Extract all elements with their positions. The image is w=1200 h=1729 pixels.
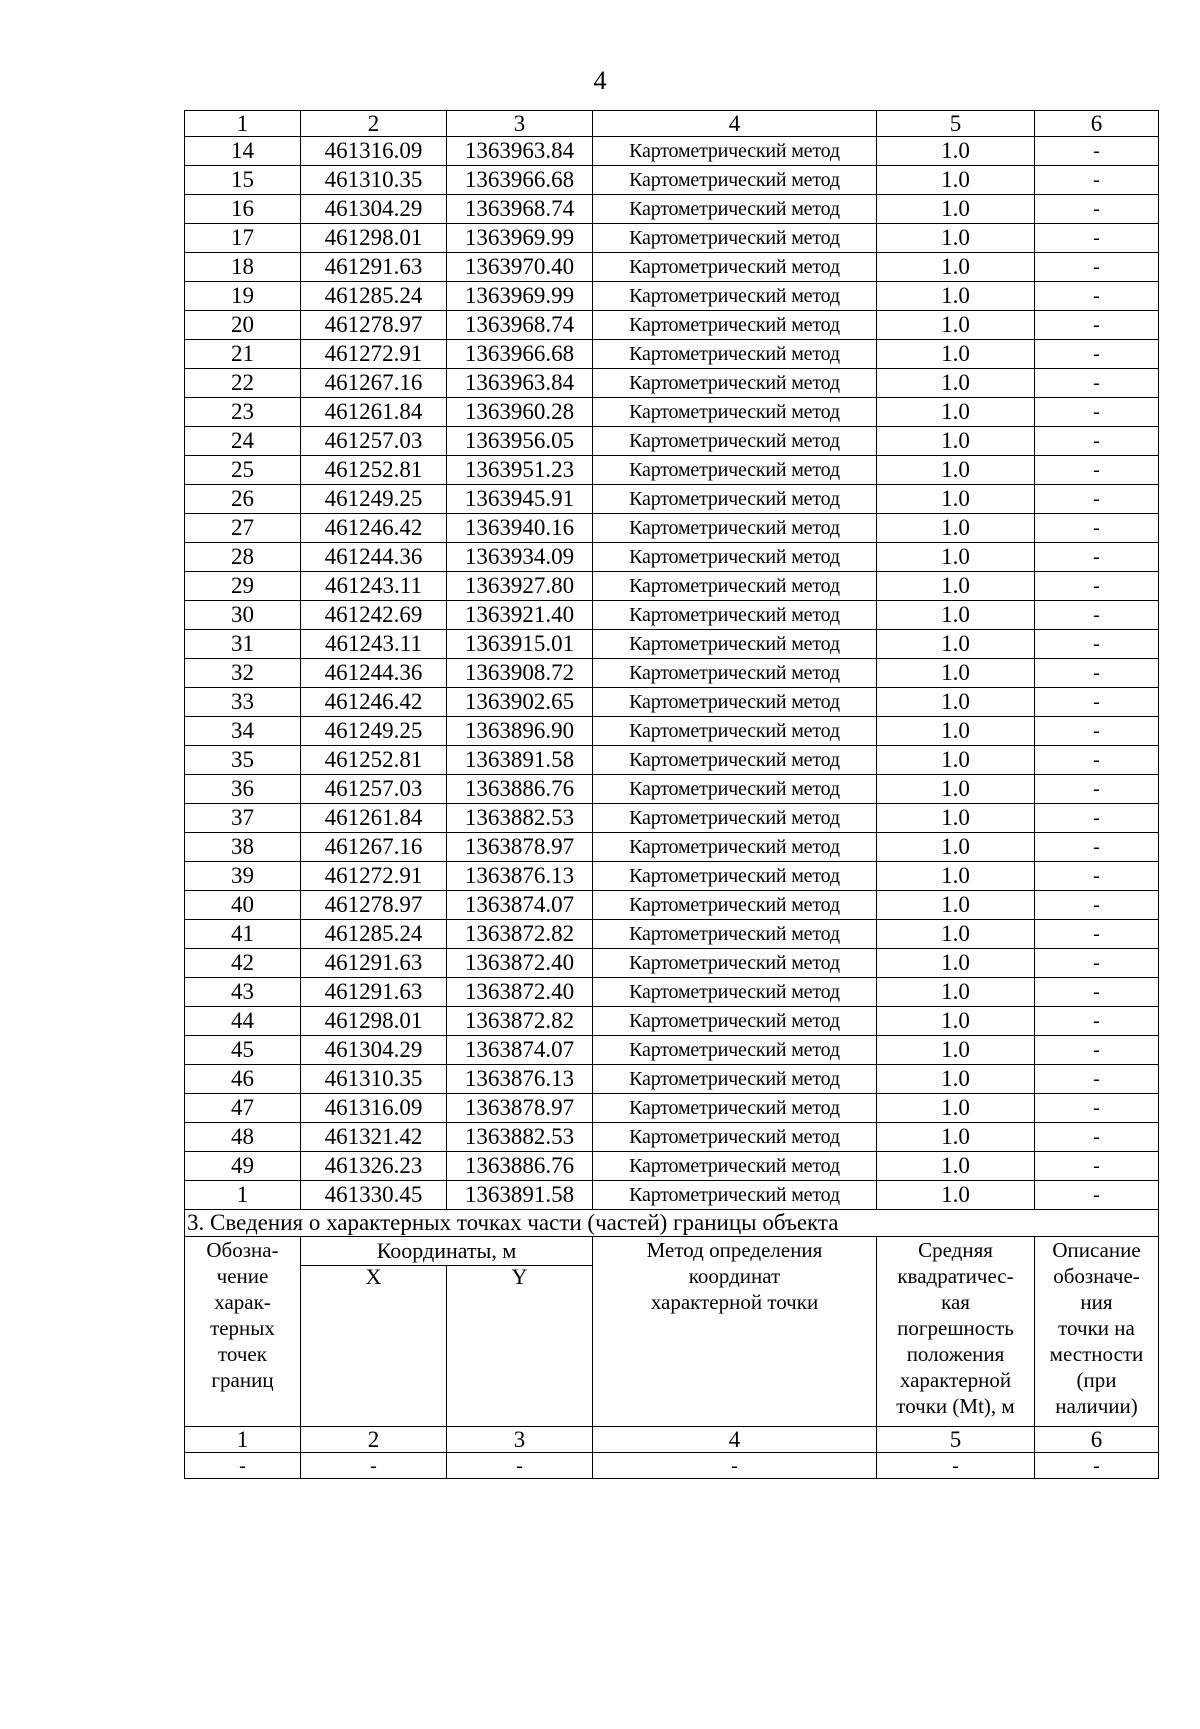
error-cell: 1.0 — [877, 1181, 1035, 1210]
error-cell: 1.0 — [877, 1007, 1035, 1036]
point-cell: 37 — [185, 804, 301, 833]
error-cell: 1.0 — [877, 891, 1035, 920]
point-cell: 46 — [185, 1065, 301, 1094]
header-error-text: Средняя квадратичес- кая погрешность положения характерной точки (Mt), м — [896, 1238, 1015, 1418]
method-cell: Картометрический метод — [593, 369, 877, 398]
table-row — [185, 195, 1159, 224]
point-cell: 33 — [185, 688, 301, 717]
x-cell: 461257.03 — [301, 427, 447, 456]
header-description-text: Описание обозначе- ния точки на местности (при наличии) — [1049, 1238, 1144, 1418]
method-cell: Картометрический метод — [593, 398, 877, 427]
table-row — [185, 456, 1159, 485]
description-cell: - — [1035, 514, 1159, 543]
column-number: 6 — [1035, 1427, 1159, 1453]
x-cell: 461316.09 — [301, 1094, 447, 1123]
y-cell: 1363891.58 — [447, 1181, 593, 1210]
error-cell: 1.0 — [877, 427, 1035, 456]
x-cell: 461242.69 — [301, 601, 447, 630]
y-cell: 1363876.13 — [447, 1065, 593, 1094]
method-cell: Картометрический метод — [593, 1065, 877, 1094]
method-cell: Картометрический метод — [593, 659, 877, 688]
x-cell: 461244.36 — [301, 659, 447, 688]
y-cell: 1363963.84 — [447, 137, 593, 166]
table-row — [185, 891, 1159, 920]
column-number: 1 — [185, 1427, 301, 1453]
description-cell: - — [1035, 688, 1159, 717]
error-cell: 1.0 — [877, 862, 1035, 891]
description-cell: - — [1035, 572, 1159, 601]
point-cell: 30 — [185, 601, 301, 630]
empty-cell: - — [447, 1453, 593, 1479]
method-cell: Картометрический метод — [593, 601, 877, 630]
description-cell: - — [1035, 398, 1159, 427]
y-cell: 1363966.68 — [447, 166, 593, 195]
point-cell: 22 — [185, 369, 301, 398]
header-error — [877, 1237, 1035, 1427]
point-cell: 35 — [185, 746, 301, 775]
error-cell: 1.0 — [877, 166, 1035, 195]
point-cell: 20 — [185, 311, 301, 340]
x-cell: 461246.42 — [301, 514, 447, 543]
table-row — [185, 398, 1159, 427]
point-cell: 1 — [185, 1181, 301, 1210]
column-number-row — [185, 111, 1159, 137]
table-row — [185, 224, 1159, 253]
table-row — [185, 1094, 1159, 1123]
error-cell: 1.0 — [877, 717, 1035, 746]
description-cell: - — [1035, 340, 1159, 369]
description-cell: - — [1035, 137, 1159, 166]
error-cell: 1.0 — [877, 311, 1035, 340]
x-cell: 461304.29 — [301, 195, 447, 224]
description-cell: - — [1035, 253, 1159, 282]
error-cell: 1.0 — [877, 456, 1035, 485]
point-cell: 43 — [185, 978, 301, 1007]
method-cell: Картометрический метод — [593, 1036, 877, 1065]
point-cell: 36 — [185, 775, 301, 804]
description-cell: - — [1035, 1036, 1159, 1065]
method-cell: Картометрический метод — [593, 224, 877, 253]
method-cell: Картометрический метод — [593, 746, 877, 775]
point-cell: 15 — [185, 166, 301, 195]
y-cell: 1363874.07 — [447, 1036, 593, 1065]
point-cell: 31 — [185, 630, 301, 659]
method-cell: Картометрический метод — [593, 137, 877, 166]
x-cell: 461243.11 — [301, 572, 447, 601]
table-row — [185, 630, 1159, 659]
description-cell: - — [1035, 804, 1159, 833]
point-cell: 49 — [185, 1152, 301, 1181]
x-cell: 461252.81 — [301, 746, 447, 775]
page-number: 4 — [593, 66, 607, 95]
error-cell: 1.0 — [877, 340, 1035, 369]
point-cell: 18 — [185, 253, 301, 282]
error-cell: 1.0 — [877, 688, 1035, 717]
table-row — [185, 369, 1159, 398]
error-cell: 1.0 — [877, 1094, 1035, 1123]
x-cell: 461252.81 — [301, 456, 447, 485]
x-cell: 461298.01 — [301, 1007, 447, 1036]
point-cell: 34 — [185, 717, 301, 746]
table-row — [185, 340, 1159, 369]
description-cell: - — [1035, 224, 1159, 253]
header-point — [185, 1237, 301, 1427]
x-cell: 461304.29 — [301, 1036, 447, 1065]
description-cell: - — [1035, 949, 1159, 978]
header-method-text: Метод определения координат характерной точки — [646, 1238, 823, 1314]
error-cell: 1.0 — [877, 804, 1035, 833]
x-cell: 461278.97 — [301, 311, 447, 340]
method-cell: Картометрический метод — [593, 427, 877, 456]
x-cell: 461244.36 — [301, 543, 447, 572]
column-number: 3 — [447, 1427, 593, 1453]
header-description — [1035, 1237, 1159, 1427]
description-cell: - — [1035, 1007, 1159, 1036]
point-cell: 25 — [185, 456, 301, 485]
point-cell: 21 — [185, 340, 301, 369]
table-row — [185, 920, 1159, 949]
table-row — [185, 717, 1159, 746]
y-cell: 1363966.68 — [447, 340, 593, 369]
y-cell: 1363872.40 — [447, 978, 593, 1007]
description-cell: - — [1035, 920, 1159, 949]
method-cell: Картометрический метод — [593, 1152, 877, 1181]
method-cell: Картометрический метод — [593, 1007, 877, 1036]
error-cell: 1.0 — [877, 195, 1035, 224]
header-coordinates: Координаты, м — [301, 1237, 593, 1266]
description-cell: - — [1035, 1123, 1159, 1152]
method-cell: Картометрический метод — [593, 282, 877, 311]
point-cell: 29 — [185, 572, 301, 601]
y-cell: 1363882.53 — [447, 1123, 593, 1152]
table-row — [185, 543, 1159, 572]
method-cell: Картометрический метод — [593, 804, 877, 833]
description-cell: - — [1035, 166, 1159, 195]
method-cell: Картометрический метод — [593, 717, 877, 746]
y-cell: 1363915.01 — [447, 630, 593, 659]
method-cell: Картометрический метод — [593, 949, 877, 978]
description-cell: - — [1035, 891, 1159, 920]
empty-cell: - — [1035, 1453, 1159, 1479]
y-cell: 1363908.72 — [447, 659, 593, 688]
column-number: 2 — [301, 1427, 447, 1453]
section-column-number-row — [185, 1427, 1159, 1453]
description-cell: - — [1035, 1152, 1159, 1181]
y-cell: 1363874.07 — [447, 891, 593, 920]
error-cell: 1.0 — [877, 543, 1035, 572]
y-cell: 1363878.97 — [447, 833, 593, 862]
table-row — [185, 1036, 1159, 1065]
column-number: 5 — [877, 1427, 1035, 1453]
table-row — [185, 1152, 1159, 1181]
table-row — [185, 166, 1159, 195]
table-row — [185, 949, 1159, 978]
error-cell: 1.0 — [877, 601, 1035, 630]
table-row — [185, 572, 1159, 601]
x-cell: 461261.84 — [301, 804, 447, 833]
description-cell: - — [1035, 862, 1159, 891]
x-cell: 461257.03 — [301, 775, 447, 804]
point-cell: 19 — [185, 282, 301, 311]
y-cell: 1363902.65 — [447, 688, 593, 717]
method-cell: Картометрический метод — [593, 485, 877, 514]
table-row — [185, 282, 1159, 311]
y-cell: 1363960.28 — [447, 398, 593, 427]
error-cell: 1.0 — [877, 253, 1035, 282]
x-cell: 461321.42 — [301, 1123, 447, 1152]
point-cell: 38 — [185, 833, 301, 862]
table-row — [185, 978, 1159, 1007]
description-cell: - — [1035, 601, 1159, 630]
x-cell: 461272.91 — [301, 862, 447, 891]
error-cell: 1.0 — [877, 659, 1035, 688]
method-cell: Картометрический метод — [593, 833, 877, 862]
table-row — [185, 746, 1159, 775]
x-cell: 461291.63 — [301, 978, 447, 1007]
table-row — [185, 804, 1159, 833]
x-cell: 461243.11 — [301, 630, 447, 659]
x-cell: 461267.16 — [301, 833, 447, 862]
table-row — [185, 833, 1159, 862]
method-cell: Картометрический метод — [593, 543, 877, 572]
empty-cell: - — [185, 1453, 301, 1479]
table-row — [185, 1007, 1159, 1036]
point-cell: 39 — [185, 862, 301, 891]
y-cell: 1363969.99 — [447, 224, 593, 253]
point-cell: 40 — [185, 891, 301, 920]
error-cell: 1.0 — [877, 1123, 1035, 1152]
y-cell: 1363886.76 — [447, 775, 593, 804]
method-cell: Картометрический метод — [593, 1094, 877, 1123]
y-cell: 1363876.13 — [447, 862, 593, 891]
x-cell: 461291.63 — [301, 949, 447, 978]
point-cell: 47 — [185, 1094, 301, 1123]
x-cell: 461249.25 — [301, 717, 447, 746]
section-title: 3. Сведения о характерных точках части (частей) границы объекта — [185, 1210, 1159, 1237]
x-cell: 461330.45 — [301, 1181, 447, 1210]
table-row — [185, 775, 1159, 804]
error-cell: 1.0 — [877, 369, 1035, 398]
error-cell: 1.0 — [877, 1036, 1035, 1065]
header-point-text: Обозна- чение харак- терных точек границ — [206, 1238, 279, 1392]
table-row — [185, 485, 1159, 514]
error-cell: 1.0 — [877, 1065, 1035, 1094]
error-cell: 1.0 — [877, 224, 1035, 253]
error-cell: 1.0 — [877, 137, 1035, 166]
y-cell: 1363872.82 — [447, 920, 593, 949]
header-method — [593, 1237, 877, 1427]
point-cell: 45 — [185, 1036, 301, 1065]
table-row — [185, 659, 1159, 688]
section-title-row — [185, 1210, 1159, 1237]
error-cell: 1.0 — [877, 282, 1035, 311]
y-cell: 1363963.84 — [447, 369, 593, 398]
table-row — [185, 514, 1159, 543]
column-number: 4 — [593, 111, 877, 137]
column-number: 3 — [447, 111, 593, 137]
empty-cell: - — [593, 1453, 877, 1479]
method-cell: Картометрический метод — [593, 456, 877, 485]
y-cell: 1363882.53 — [447, 804, 593, 833]
description-cell: - — [1035, 775, 1159, 804]
table-row — [185, 253, 1159, 282]
point-cell: 14 — [185, 137, 301, 166]
y-cell: 1363878.97 — [447, 1094, 593, 1123]
method-cell: Картометрический метод — [593, 920, 877, 949]
x-cell: 461298.01 — [301, 224, 447, 253]
method-cell: Картометрический метод — [593, 775, 877, 804]
column-number: 2 — [301, 111, 447, 137]
description-cell: - — [1035, 369, 1159, 398]
table-row — [185, 1181, 1159, 1210]
y-cell: 1363956.05 — [447, 427, 593, 456]
x-cell: 461278.97 — [301, 891, 447, 920]
error-cell: 1.0 — [877, 920, 1035, 949]
point-cell: 41 — [185, 920, 301, 949]
table-row — [185, 1065, 1159, 1094]
y-cell: 1363921.40 — [447, 601, 593, 630]
y-cell: 1363872.82 — [447, 1007, 593, 1036]
description-cell: - — [1035, 282, 1159, 311]
method-cell: Картометрический метод — [593, 978, 877, 1007]
error-cell: 1.0 — [877, 833, 1035, 862]
section-empty-row — [185, 1453, 1159, 1479]
empty-cell: - — [301, 1453, 447, 1479]
table-row — [185, 1123, 1159, 1152]
y-cell: 1363951.23 — [447, 456, 593, 485]
header-y: Y — [447, 1266, 593, 1427]
point-cell: 17 — [185, 224, 301, 253]
description-cell: - — [1035, 1181, 1159, 1210]
error-cell: 1.0 — [877, 775, 1035, 804]
table-row — [185, 862, 1159, 891]
x-cell: 461326.23 — [301, 1152, 447, 1181]
error-cell: 1.0 — [877, 949, 1035, 978]
table-row — [185, 311, 1159, 340]
y-cell: 1363968.74 — [447, 195, 593, 224]
error-cell: 1.0 — [877, 485, 1035, 514]
description-cell: - — [1035, 195, 1159, 224]
point-cell: 27 — [185, 514, 301, 543]
x-cell: 461272.91 — [301, 340, 447, 369]
method-cell: Картометрический метод — [593, 688, 877, 717]
point-cell: 44 — [185, 1007, 301, 1036]
table-row — [185, 601, 1159, 630]
method-cell: Картометрический метод — [593, 1181, 877, 1210]
x-cell: 461261.84 — [301, 398, 447, 427]
description-cell: - — [1035, 1065, 1159, 1094]
description-cell: - — [1035, 311, 1159, 340]
point-cell: 16 — [185, 195, 301, 224]
y-cell: 1363940.16 — [447, 514, 593, 543]
y-cell: 1363896.90 — [447, 717, 593, 746]
section-header-row — [185, 1237, 1159, 1266]
x-cell: 461267.16 — [301, 369, 447, 398]
x-cell: 461285.24 — [301, 920, 447, 949]
description-cell: - — [1035, 746, 1159, 775]
description-cell: - — [1035, 833, 1159, 862]
x-cell: 461291.63 — [301, 253, 447, 282]
x-cell: 461310.35 — [301, 1065, 447, 1094]
method-cell: Картометрический метод — [593, 253, 877, 282]
x-cell: 461285.24 — [301, 282, 447, 311]
y-cell: 1363872.40 — [447, 949, 593, 978]
empty-cell: - — [877, 1453, 1035, 1479]
error-cell: 1.0 — [877, 1152, 1035, 1181]
error-cell: 1.0 — [877, 746, 1035, 775]
method-cell: Картометрический метод — [593, 630, 877, 659]
method-cell: Картометрический метод — [593, 311, 877, 340]
x-cell: 461249.25 — [301, 485, 447, 514]
x-cell: 461316.09 — [301, 137, 447, 166]
point-cell: 32 — [185, 659, 301, 688]
boundary-points-table — [184, 110, 1159, 1479]
x-cell: 461310.35 — [301, 166, 447, 195]
error-cell: 1.0 — [877, 630, 1035, 659]
y-cell: 1363927.80 — [447, 572, 593, 601]
error-cell: 1.0 — [877, 398, 1035, 427]
method-cell: Картометрический метод — [593, 1123, 877, 1152]
description-cell: - — [1035, 543, 1159, 572]
description-cell: - — [1035, 456, 1159, 485]
description-cell: - — [1035, 659, 1159, 688]
y-cell: 1363970.40 — [447, 253, 593, 282]
column-number: 1 — [185, 111, 301, 137]
point-cell: 26 — [185, 485, 301, 514]
column-number: 6 — [1035, 111, 1159, 137]
x-cell: 461246.42 — [301, 688, 447, 717]
y-cell: 1363891.58 — [447, 746, 593, 775]
method-cell: Картометрический метод — [593, 514, 877, 543]
table-row — [185, 688, 1159, 717]
method-cell: Картометрический метод — [593, 891, 877, 920]
table-row — [185, 137, 1159, 166]
point-cell: 23 — [185, 398, 301, 427]
column-number: 4 — [593, 1427, 877, 1453]
description-cell: - — [1035, 630, 1159, 659]
y-cell: 1363968.74 — [447, 311, 593, 340]
description-cell: - — [1035, 717, 1159, 746]
y-cell: 1363934.09 — [447, 543, 593, 572]
point-cell: 28 — [185, 543, 301, 572]
error-cell: 1.0 — [877, 514, 1035, 543]
method-cell: Картометрический метод — [593, 195, 877, 224]
description-cell: - — [1035, 978, 1159, 1007]
point-cell: 42 — [185, 949, 301, 978]
method-cell: Картометрический метод — [593, 166, 877, 195]
method-cell: Картометрический метод — [593, 340, 877, 369]
y-cell: 1363969.99 — [447, 282, 593, 311]
table-row — [185, 427, 1159, 456]
description-cell: - — [1035, 427, 1159, 456]
description-cell: - — [1035, 485, 1159, 514]
point-cell: 24 — [185, 427, 301, 456]
method-cell: Картометрический метод — [593, 572, 877, 601]
point-cell: 48 — [185, 1123, 301, 1152]
y-cell: 1363945.91 — [447, 485, 593, 514]
error-cell: 1.0 — [877, 572, 1035, 601]
y-cell: 1363886.76 — [447, 1152, 593, 1181]
column-number: 5 — [877, 111, 1035, 137]
description-cell: - — [1035, 1094, 1159, 1123]
error-cell: 1.0 — [877, 978, 1035, 1007]
header-x: X — [301, 1266, 447, 1427]
method-cell: Картометрический метод — [593, 862, 877, 891]
